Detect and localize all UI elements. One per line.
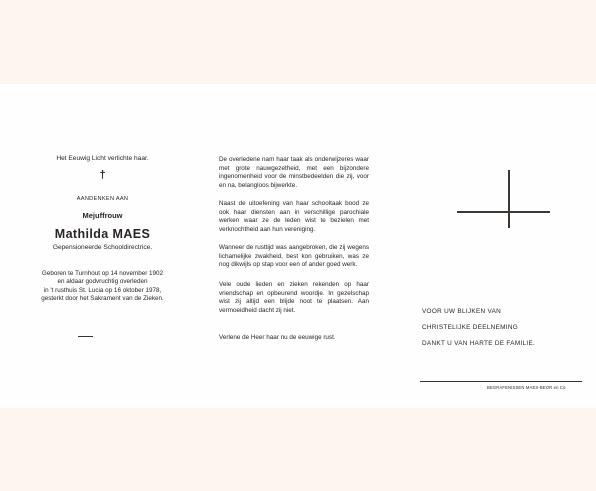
motto: Het Eeuwig Licht verlichte haar. [56,155,149,162]
thanks-line: DANKT U VAN HARTE DE FAMILIE. [422,340,536,347]
birth-line: en aldaar godvruchtig overleden [57,278,148,286]
footer-rule [420,381,582,382]
thanks-line: VOOR UW BLIJKEN VAN [422,308,502,315]
thanks-line: CHRISTELIJKE DEELNEMING [422,324,519,331]
small-cross-icon: † [99,169,106,181]
deceased-function: Gepensioneerde Schooldirectrice. [52,244,153,251]
birth-line: in 't rusthuis St. Lucia op 16 oktober 1978, [43,286,162,294]
cross-horizontal-bar [457,211,550,213]
in-memory-of-label: AANDENKEN AAN [76,196,129,202]
right-panel [392,84,596,408]
paragraph: Naast de uitoefening van haar schooltaak bood ze ook haar diensten aan in verschillige parochiale werken waar ze de leden wist te bezielen met verknochtheid aan hun vereniging. [219,200,369,233]
printer-credit: BEGRAFENISSEN MAES-BEOR en Co [487,385,566,390]
paragraph: Wanneer de rusttijd was aangebroken, die zij wegens lichamelijke zwakheid, best kon gebruiken, was ze nog dikwijls op stap voor een of ander goed werk. [219,244,369,269]
paragraph: Vele oude lieden en zieken rekenden op haar vriendschap en opbeurend woordje. In gezelschap wist zij altijd een blijde noot te plaatsen. Aan vermoeidheid dacht zij niet. [219,281,369,314]
birth-line: Geboren te Turnhout op 14 november 1902 [41,270,164,277]
memorial-card [0,84,596,408]
divider-dash [78,336,93,337]
paragraph: De overledene nam haar taak als onderwijzeres waar met grote nauwgezetheid, met een bijzondere ingenomenheid voor de minstbedeelden die zij, voor en na, belangloos bijwerkte. [219,156,369,189]
birth-line: gesterkt door het Sakrament van de Zieken. [41,295,164,303]
cross-vertical-bar [508,170,510,228]
cross-icon [457,170,550,228]
honorific: Mejuffrouw [82,211,123,220]
birth-death-details [0,270,205,304]
closing-prayer: Verlene de Heer haar nu de eeuwige rust. [219,334,336,341]
deceased-name: Mathilda MAES [54,227,151,241]
